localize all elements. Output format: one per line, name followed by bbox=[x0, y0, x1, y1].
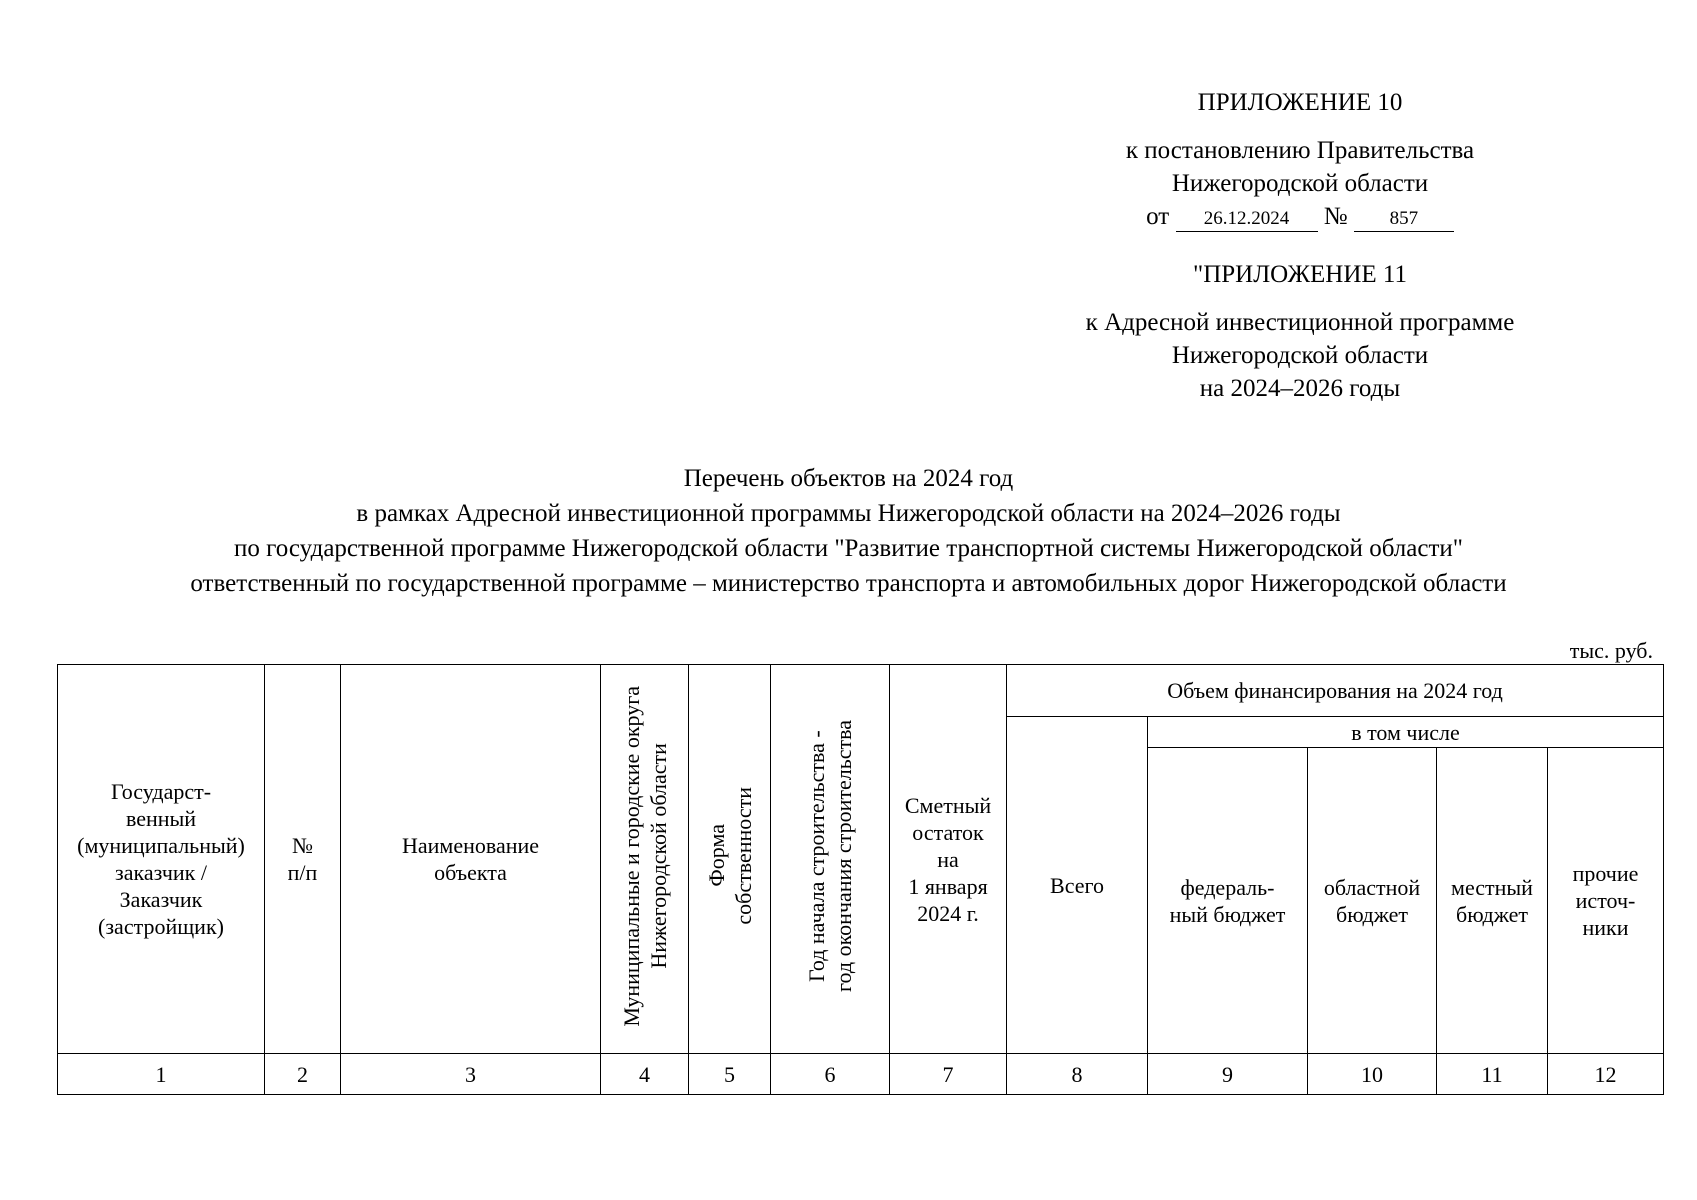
date-number-line bbox=[1000, 200, 1600, 233]
column-number: 9 bbox=[1148, 1054, 1308, 1095]
date-field: 26.12.2024 bbox=[1176, 207, 1318, 232]
column-number: 10 bbox=[1308, 1054, 1437, 1095]
header-including: в том числе bbox=[1148, 717, 1664, 748]
title-line-2: в рамках Адресной инвестиционной программы Нижегородской области на 2024–2026 годы bbox=[356, 500, 1341, 527]
number-label: № bbox=[1323, 203, 1348, 230]
header-customer: Государст- венный (муниципальный) заказчик / Заказчик (застройщик) bbox=[58, 665, 265, 1054]
from-label: от bbox=[1146, 203, 1170, 230]
program-line-2: Нижегородской области bbox=[1171, 342, 1429, 369]
header-local-budget: местный бюджет bbox=[1437, 748, 1548, 1054]
title-line-3: по государственной программе Нижегородской области "Развитие транспортной системы Нижегородской области" bbox=[234, 535, 1463, 562]
appendix-11: "ПРИЛОЖЕНИЕ 11 bbox=[1193, 261, 1407, 288]
column-number: 2 bbox=[265, 1054, 341, 1095]
header-block bbox=[1000, 86, 1600, 405]
column-number: 7 bbox=[890, 1054, 1007, 1095]
header-total: Всего bbox=[1007, 717, 1148, 1054]
header-federal-budget: федераль- ный бюджет bbox=[1148, 748, 1308, 1054]
units-label: тыс. руб. bbox=[1569, 638, 1653, 663]
header-ownership: Форма собственности bbox=[689, 665, 771, 1054]
header-object-name: Наименование объекта bbox=[341, 665, 601, 1054]
header-districts: Муниципальные и городские округа Нижегородской области bbox=[601, 665, 689, 1054]
column-numbers-row bbox=[58, 1054, 1664, 1095]
header-funding: Объем финансирования на 2024 год bbox=[1007, 665, 1664, 717]
header-regional-budget: областной бюджет bbox=[1308, 748, 1437, 1054]
column-number: 6 bbox=[771, 1054, 890, 1095]
header-other-sources: прочие источ- ники bbox=[1548, 748, 1664, 1054]
header-number: № п/п bbox=[265, 665, 341, 1054]
column-number: 1 bbox=[58, 1054, 265, 1095]
column-number: 3 bbox=[341, 1054, 601, 1095]
column-number: 4 bbox=[601, 1054, 689, 1095]
column-number: 8 bbox=[1007, 1054, 1148, 1095]
decree-line-2: Нижегородской области bbox=[1171, 170, 1429, 197]
appendix-10: ПРИЛОЖЕНИЕ 10 bbox=[1197, 89, 1403, 116]
title-line-1: Перечень объектов на 2024 год bbox=[683, 465, 1014, 492]
program-line-3: на 2024–2026 годы bbox=[1199, 375, 1401, 402]
header-estimated-balance: Сметный остаток на 1 января 2024 г. bbox=[890, 665, 1007, 1054]
document-title bbox=[0, 461, 1697, 601]
number-field: 857 bbox=[1354, 207, 1454, 232]
objects-table bbox=[57, 664, 1664, 1095]
column-number: 11 bbox=[1437, 1054, 1548, 1095]
title-line-4: ответственный по государственной программе – министерство транспорта и автомобильных дорог Нижегородской области bbox=[190, 570, 1507, 597]
decree-line-1: к постановлению Правительства bbox=[1125, 137, 1475, 164]
program-line-1: к Адресной инвестиционной программе bbox=[1085, 309, 1515, 336]
column-number: 12 bbox=[1548, 1054, 1664, 1095]
header-construction-years: Год начала строительства - год окончания строительства bbox=[771, 665, 890, 1054]
column-number: 5 bbox=[689, 1054, 771, 1095]
